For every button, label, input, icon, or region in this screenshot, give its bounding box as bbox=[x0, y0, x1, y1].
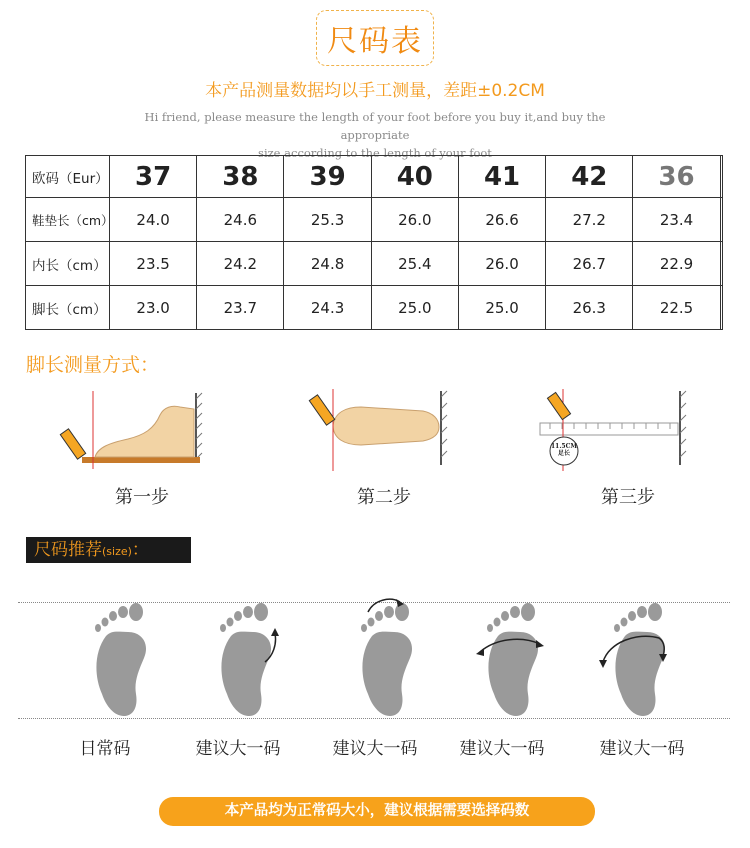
table-cell: 26.3 bbox=[546, 286, 633, 330]
table-row bbox=[26, 198, 723, 242]
table-header-label: 欧码（Eur） bbox=[26, 156, 110, 198]
size-recommendation-heading bbox=[26, 537, 191, 563]
foot-label-long-toe: 建议大一码 bbox=[332, 739, 418, 759]
notice-en-line-2: size according to the length of your foot bbox=[258, 146, 492, 160]
row-label: 鞋垫长（cm） bbox=[26, 198, 110, 242]
table-cell bbox=[720, 242, 722, 286]
row-label: 内长（cm） bbox=[26, 242, 110, 286]
table-cell: 25.3 bbox=[284, 198, 371, 242]
table-cell bbox=[720, 286, 722, 330]
foot-label-high-instep: 建议大一码 bbox=[195, 739, 281, 759]
ruler-callout-caption: 足长 bbox=[557, 450, 570, 457]
notice-en-line-1: Hi friend, please measure the length of your foot before you buy it,and buy the appropriate bbox=[144, 110, 606, 142]
table-cell: 24.3 bbox=[284, 286, 371, 330]
foot-thick bbox=[597, 598, 687, 723]
measurement-notice-english bbox=[130, 108, 620, 162]
foot-high-instep bbox=[203, 598, 293, 723]
table-cell: 23.5 bbox=[110, 242, 197, 286]
footprint-icon bbox=[344, 598, 434, 723]
footprint-icon bbox=[203, 598, 293, 723]
foot-top-view-icon bbox=[283, 385, 523, 475]
size-recommendation-subtitle: (size) bbox=[102, 545, 132, 558]
size-note-banner: 本产品均为正常码大小，建议根据需要选择码数 bbox=[159, 797, 595, 826]
table-cell: 24.8 bbox=[284, 242, 371, 286]
foot-normal bbox=[78, 598, 168, 723]
ruler-measure-icon bbox=[520, 385, 750, 475]
table-cell: 24.2 bbox=[197, 242, 284, 286]
measure-method-heading: 脚长测量方式： bbox=[26, 354, 160, 376]
table-cell bbox=[720, 198, 722, 242]
table-header-row bbox=[26, 156, 723, 198]
footprint-icon bbox=[597, 598, 687, 723]
table-cell: 23.0 bbox=[110, 286, 197, 330]
step-two-label: 第二步 bbox=[357, 487, 411, 508]
ruler-callout bbox=[540, 443, 588, 457]
table-cell: 26.0 bbox=[458, 242, 545, 286]
footprint-icon bbox=[78, 598, 168, 723]
foot-label-thick: 建议大一码 bbox=[599, 739, 685, 759]
foot-label-wide: 建议大一码 bbox=[459, 739, 545, 759]
size-cell: 38 bbox=[197, 156, 284, 198]
size-recommendation-title: 尺码推荐 bbox=[34, 540, 102, 560]
table-cell: 24.0 bbox=[110, 198, 197, 242]
size-cell: 36 bbox=[633, 156, 720, 198]
table-cell: 27.2 bbox=[546, 198, 633, 242]
step-one-label: 第一步 bbox=[115, 487, 169, 508]
table-cell: 26.7 bbox=[546, 242, 633, 286]
foot-label-normal: 日常码 bbox=[79, 739, 131, 759]
measurement-notice: 本产品测量数据均以手工测量，差距±0.2CM bbox=[205, 81, 545, 101]
foot-wide bbox=[470, 598, 560, 723]
table-cell: 26.6 bbox=[458, 198, 545, 242]
table-cell: 25.0 bbox=[458, 286, 545, 330]
table-cell: 23.4 bbox=[633, 198, 720, 242]
table-row bbox=[26, 286, 723, 330]
table-cell: 25.0 bbox=[371, 286, 458, 330]
size-cell: 42 bbox=[546, 156, 633, 198]
size-cell bbox=[720, 156, 722, 198]
foot-side-view-icon bbox=[40, 385, 280, 475]
ruler-callout-value: 11.5CM bbox=[550, 443, 578, 450]
size-chart-table bbox=[25, 155, 723, 330]
size-cell: 41 bbox=[458, 156, 545, 198]
table-cell: 26.0 bbox=[371, 198, 458, 242]
table-cell: 25.4 bbox=[371, 242, 458, 286]
footprint-icon bbox=[470, 598, 560, 723]
size-cell: 37 bbox=[110, 156, 197, 198]
size-cell: 39 bbox=[284, 156, 371, 198]
table-cell: 22.5 bbox=[633, 286, 720, 330]
size-cell: 40 bbox=[371, 156, 458, 198]
step-three-label: 第三步 bbox=[601, 487, 655, 508]
table-cell: 22.9 bbox=[633, 242, 720, 286]
page-title: 尺码表 bbox=[316, 10, 434, 66]
table-row bbox=[26, 242, 723, 286]
size-recommendation-colon: ： bbox=[131, 540, 149, 560]
table-cell: 23.7 bbox=[197, 286, 284, 330]
row-label: 脚长（cm） bbox=[26, 286, 110, 330]
foot-long-toe bbox=[344, 598, 434, 723]
table-cell: 24.6 bbox=[197, 198, 284, 242]
